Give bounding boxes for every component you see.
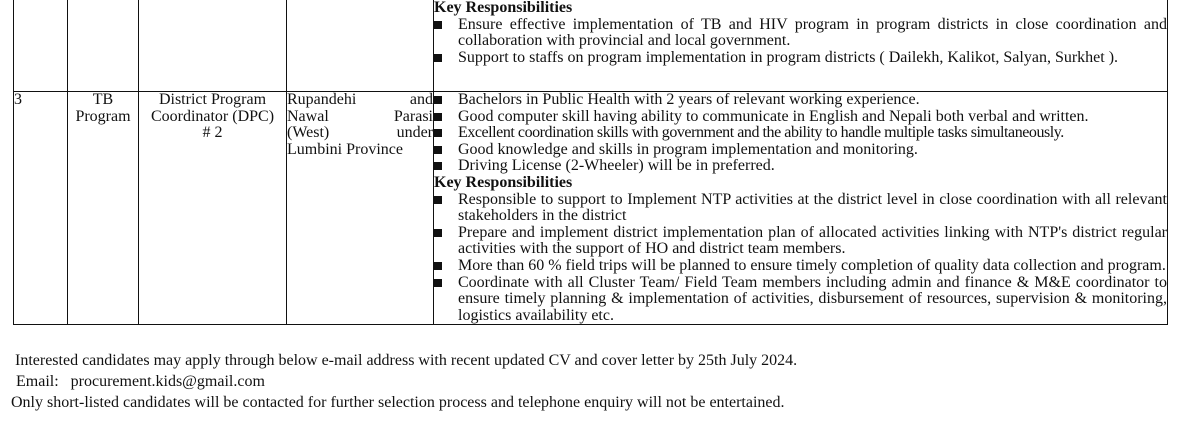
sn-cell xyxy=(14,0,68,92)
location-line: Nawal Parasi xyxy=(287,107,433,125)
list-item: Excellent coordination skills with government and the ability to handle multiple tasks simultaneously. xyxy=(434,125,1167,142)
serial-number: 3 xyxy=(14,91,22,108)
location-cell xyxy=(287,0,434,92)
square-bullet-icon xyxy=(434,262,442,270)
square-bullet-icon xyxy=(434,162,442,170)
vacancy-table xyxy=(13,0,1168,325)
list-item: Coordinate with all Cluster Team/ Field Team members including admin and finance & M&E coordinator to ensure timely planning & implementation of activities, disbursement of resources, supervision & monitoring, logistics availability etc. xyxy=(434,275,1167,325)
position-cell xyxy=(139,92,287,325)
position-title-line: District Program xyxy=(158,91,267,108)
position-count: # 2 xyxy=(202,124,223,142)
list-item: Good computer skill having ability to communicate in English and Nepali both verbal and written. xyxy=(434,109,1167,126)
location-cell xyxy=(287,92,434,325)
key-responsibilities-heading: Key Responsibilities xyxy=(434,173,573,191)
shortlist-note: Only short-listed candidates will be contacted for further selection process and telephone enquiry will not be entertained. xyxy=(11,394,785,411)
square-bullet-icon xyxy=(434,113,442,121)
details-cell xyxy=(434,0,1168,92)
square-bullet-icon xyxy=(434,196,442,204)
square-bullet-icon xyxy=(434,129,442,137)
sn-cell xyxy=(14,92,68,325)
square-bullet-icon xyxy=(434,229,442,237)
application-footer xyxy=(13,350,1168,413)
table-row xyxy=(14,0,1168,92)
program-name-line: TB xyxy=(92,91,114,108)
list-item: Support to staffs on program implementation in program districts ( Dailekh, Kalikot, Salyan, Surkhet ). xyxy=(434,50,1167,67)
square-bullet-icon xyxy=(434,146,442,154)
square-bullet-icon xyxy=(434,54,442,62)
details-cell xyxy=(434,92,1168,325)
apply-instructions: Interested candidates may apply through below e-mail address with recent updated CV and cover letter by 25th July 2024. xyxy=(15,352,798,369)
email-label: Email: xyxy=(16,373,59,390)
email-address: procurement.kids@gmail.com xyxy=(70,373,265,390)
square-bullet-icon xyxy=(434,279,442,287)
responsibilities-list xyxy=(434,192,1167,325)
requirements-list xyxy=(434,92,1167,175)
square-bullet-icon xyxy=(434,96,442,104)
square-bullet-icon xyxy=(434,21,442,29)
location-line: Rupandehi and xyxy=(287,91,433,108)
program-cell xyxy=(68,92,139,325)
list-item: Good knowledge and skills in program implementation and monitoring. xyxy=(434,142,1167,159)
list-item: Responsible to support to Implement NTP activities at the district level in close coordination with all relevant stakeholders in the district xyxy=(434,192,1167,225)
list-item: Prepare and implement district implementation plan of allocated activities linking with NTP's district regular activities with the support of HO and district team members. xyxy=(434,225,1167,258)
list-item: More than 60 % field trips will be planned to ensure timely completion of quality data collection and program. xyxy=(434,258,1167,275)
list-item: Bachelors in Public Health with 2 years of relevant working experience. xyxy=(434,92,1167,109)
location-line: (West) under xyxy=(287,124,433,142)
location-line: Lumbini Province xyxy=(287,140,403,158)
email-line xyxy=(13,371,1168,392)
position-cell xyxy=(139,0,287,92)
list-item: Driving License (2-Wheeler) will be in preferred. xyxy=(434,158,1167,175)
responsibilities-list xyxy=(434,17,1167,67)
key-responsibilities-heading: Key Responsibilities xyxy=(434,0,573,16)
program-cell xyxy=(68,0,139,92)
list-item: Ensure effective implementation of TB and HIV program in program districts in close coordination and collaboration with provincial and local government. xyxy=(434,17,1167,50)
table-row xyxy=(14,92,1168,325)
position-title-line: Coordinator (DPC) xyxy=(150,107,275,125)
program-name-line: Program xyxy=(75,107,131,125)
